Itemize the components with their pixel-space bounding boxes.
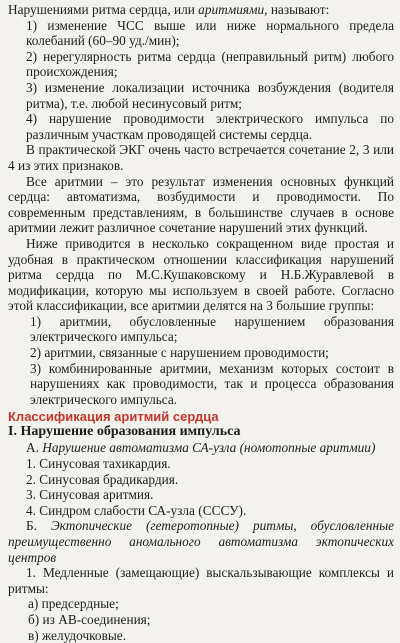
list-item: б) из АВ-соединения; (28, 611, 151, 627)
definition-item-2: 2) нерегулярность ритма сердца (неправильный ритм) любого происхождения; (26, 48, 394, 80)
subsection-a-letter: А. (26, 440, 39, 456)
intro-prefix: Нарушениями ритма сердца, или (8, 2, 195, 17)
list-item: 3. Синусовая аритмия. (26, 487, 154, 503)
subsection-b-text: Эктопические (гетеротопные) ритмы, обусловленные преимущественно аномального автоматизма эктопических центров (8, 518, 394, 565)
section-1-title: I. Нарушение образования импульса (8, 424, 241, 440)
intro-suffix: , называют: (264, 2, 330, 17)
group-item-1: 1) аритмии, обусловленные нарушением образования электрического импульса; (30, 313, 394, 345)
classification-intro-paragraph: Ниже приводится в несколько сокращенном виде простая и удобная в практическом отношении классификация нарушений ритма сердца по М.С.Кушаковскому и Н.Б.Журавлевой в модификации, которую мы используем в своей работе. Согласно этой классификации, все аритмии делятся на 3 большие группы: (8, 235, 394, 314)
subsection-b-title (8, 518, 394, 565)
list-item: 4. Синдром слабости СА-узла (СССУ). (26, 502, 247, 518)
subsection-b-letter: Б. (26, 518, 37, 534)
subsection-a-title (8, 440, 394, 456)
definition-item-3: 3) изменение локализации источника возбуждения (водителя ритма), т.е. любой несинусовый ритм; (26, 79, 394, 111)
group-item-3: 3) комбинированные аритмии, механизм которых состоит в нарушениях как проводимости, так и процесса образования электрического импульса. (30, 360, 394, 407)
definition-item-1: 1) изменение ЧСС выше или ниже нормального предела колебаний (60–90 уд./мин); (26, 17, 394, 49)
arrhythmia-term: аритмиями (198, 2, 265, 17)
all-arrhythmias-paragraph: Все аритмии – это результат изменения основных функций сердца: автоматизма, возбудимости и проводимости. По современным представлениям, в большинстве случаев в основе аритмии лежит различное сочетание нарушений этих функций. (8, 173, 394, 236)
group-item-2: 2) аритмии, связанные с нарушением проводимости; (30, 345, 329, 361)
classification-heading: Классификация аритмий сердца (8, 409, 219, 425)
ecg-note-paragraph: В практической ЭКГ очень часто встречается сочетание 2, 3 или 4 из этих признаков. (8, 142, 394, 173)
definition-item-4: 4) нарушение проводимости электрического импульса по различным участкам проводящей системы сердца. (26, 111, 394, 142)
list-item: 1. Синусовая тахикардия. (26, 456, 171, 472)
list-item: в) желудочковые. (28, 627, 127, 643)
subsection-b-item-1: 1. Медленные (замещающие) выскальзывающие комплексы и ритмы: (8, 565, 394, 596)
list-item: 2. Синусовая брадикардия. (26, 471, 179, 487)
subsection-a-text: Нарушение автоматизма СА-узла (номотопные аритмии) (42, 440, 376, 456)
intro-line (8, 2, 394, 18)
list-item: а) предсердные; (28, 596, 119, 612)
